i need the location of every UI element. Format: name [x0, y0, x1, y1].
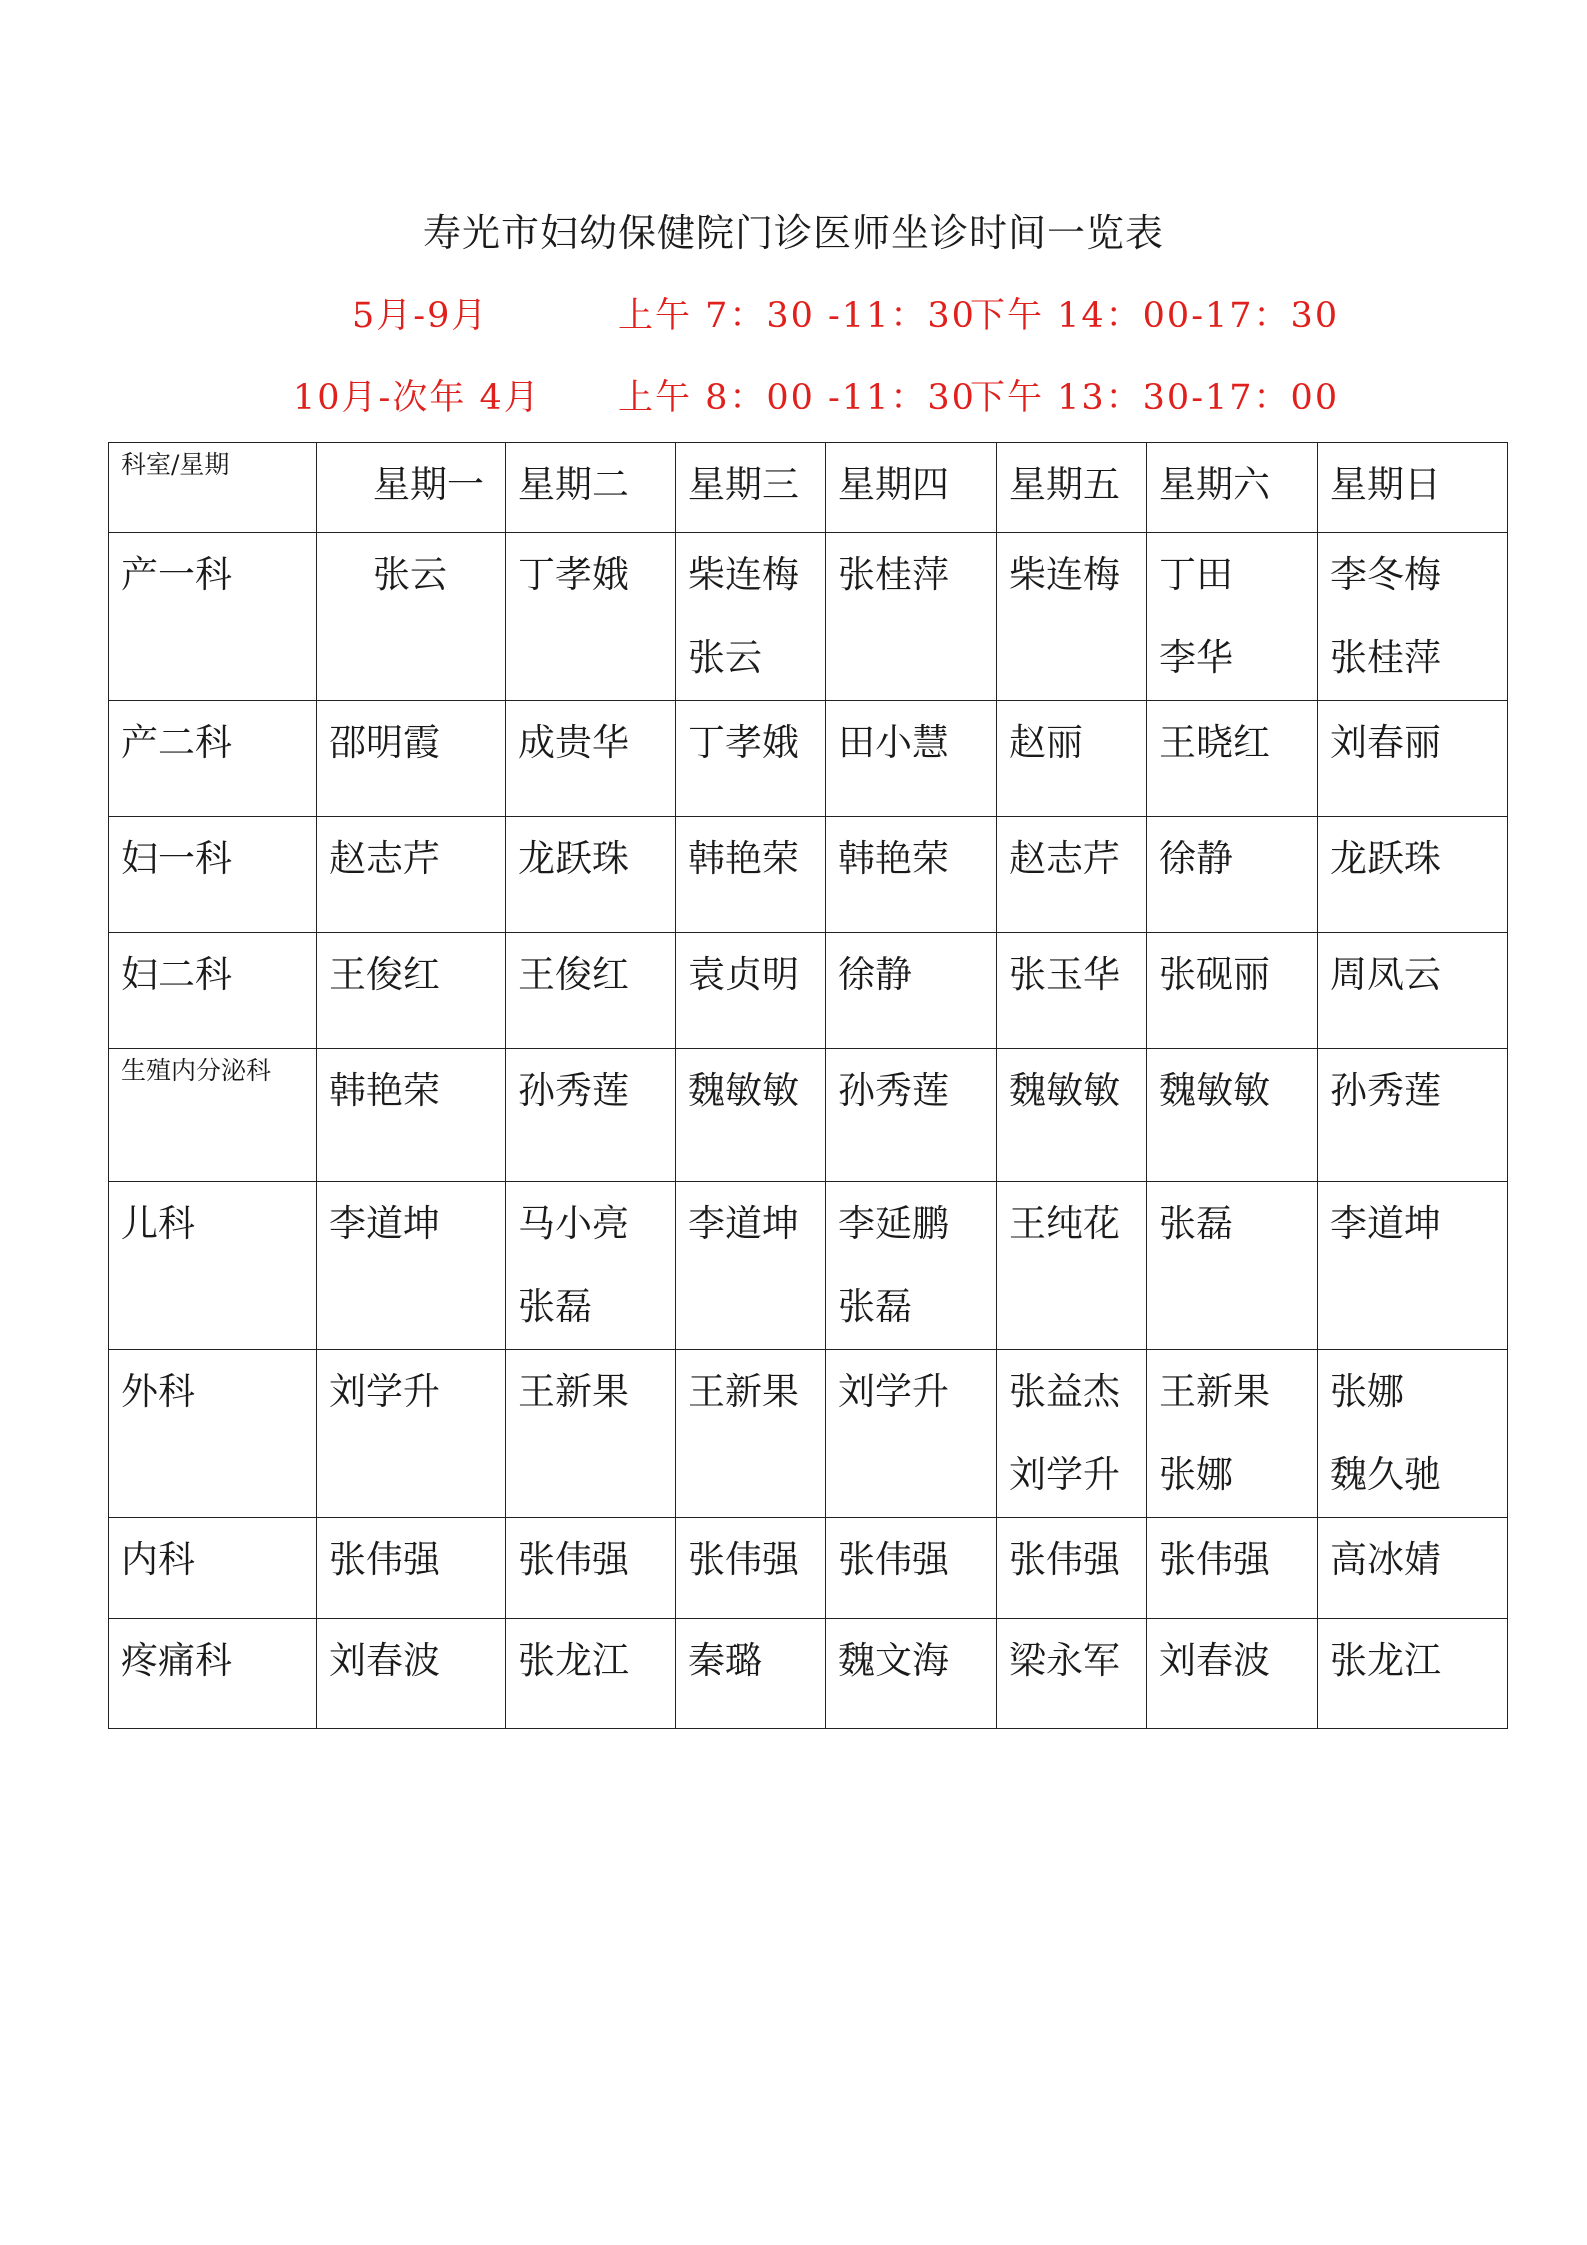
doctor-name: 李道坤 — [688, 1202, 799, 1245]
schedule-cell — [1147, 1182, 1318, 1350]
doctor-name: 徐静 — [1159, 837, 1233, 880]
table-row — [109, 1619, 1508, 1729]
doctor-name: 李冬梅 — [1330, 553, 1441, 596]
schedule-cell — [676, 1518, 826, 1619]
doctor-name: 刘学升 — [838, 1370, 949, 1413]
schedule-cell — [826, 1350, 997, 1518]
schedule-cell — [997, 1518, 1147, 1619]
doctor-name: 张娜 — [1330, 1370, 1404, 1413]
schedule-cell — [826, 1182, 997, 1350]
schedule-cell — [317, 1350, 506, 1518]
doctor-name: 张云 — [688, 636, 762, 679]
doctor-name: 张伟强 — [1009, 1538, 1120, 1581]
schedule-cell — [1318, 1619, 1508, 1729]
schedule-cell — [997, 1182, 1147, 1350]
schedule-cell — [676, 817, 826, 933]
doctor-name: 张娜 — [1159, 1453, 1233, 1496]
doctor-name: 魏敏敏 — [688, 1069, 799, 1112]
doctor-name: 韩艳荣 — [688, 837, 799, 880]
doctor-name: 魏敏敏 — [1009, 1069, 1120, 1112]
doctor-name: 赵志芹 — [329, 837, 440, 880]
doctor-name: 韩艳荣 — [838, 837, 949, 880]
schedule-cell — [676, 1350, 826, 1518]
schedule-cell — [1147, 1518, 1318, 1619]
doctor-name: 王新果 — [688, 1370, 799, 1413]
schedule-cell — [997, 1619, 1147, 1729]
doctor-name: 张龙江 — [518, 1639, 629, 1682]
hours-pm: 下午 13：30-17：00 — [970, 378, 1340, 418]
dept-name: 疼痛科 — [109, 1619, 317, 1729]
doctor-name: 柴连梅 — [688, 553, 799, 596]
doctor-name: 李道坤 — [1330, 1202, 1441, 1245]
schedule-cell — [506, 1619, 676, 1729]
doctor-name: 孙秀莲 — [838, 1069, 949, 1112]
doctor-name: 张磊 — [518, 1285, 592, 1328]
schedule-cell — [997, 817, 1147, 933]
schedule-cell — [1318, 933, 1508, 1049]
schedule-cell — [317, 1518, 506, 1619]
doctor-name: 张桂萍 — [838, 553, 949, 596]
doctor-name: 李道坤 — [329, 1202, 440, 1245]
table-row — [109, 1350, 1508, 1518]
schedule-cell — [676, 1619, 826, 1729]
schedule-cell — [317, 1049, 506, 1182]
dept-name: 外科 — [109, 1350, 317, 1518]
schedule-cell — [997, 701, 1147, 817]
schedule-cell — [997, 1049, 1147, 1182]
schedule-cell — [826, 1518, 997, 1619]
schedule-cell — [676, 1182, 826, 1350]
doctor-name: 张砚丽 — [1159, 953, 1270, 996]
doctor-name: 龙跃珠 — [518, 837, 629, 880]
schedule-cell — [826, 1619, 997, 1729]
doctor-name: 王新果 — [1159, 1370, 1270, 1413]
hours-am: 上午 7：30 -11：30 — [618, 296, 976, 336]
doctor-name: 丁田 — [1159, 553, 1233, 596]
day-header: 星期三 — [676, 443, 826, 533]
schedule-cell — [317, 1182, 506, 1350]
doctor-name: 王俊红 — [518, 953, 629, 996]
doctor-name: 徐静 — [838, 953, 912, 996]
schedule-cell — [826, 933, 997, 1049]
table-row — [109, 1518, 1508, 1619]
doctor-name: 张伟强 — [329, 1538, 440, 1581]
schedule-cell — [1318, 1518, 1508, 1619]
table-row — [109, 817, 1508, 933]
schedule-cell — [826, 1049, 997, 1182]
dept-name: 妇二科 — [109, 933, 317, 1049]
schedule-cell — [676, 533, 826, 701]
doctor-name: 赵丽 — [1009, 721, 1083, 764]
schedule-cell — [1147, 817, 1318, 933]
schedule-cell — [506, 933, 676, 1049]
day-header: 星期六 — [1147, 443, 1318, 533]
schedule-cell — [317, 701, 506, 817]
doctor-name: 柴连梅 — [1009, 553, 1120, 596]
schedule-cell — [1147, 1350, 1318, 1518]
doctor-name: 张磊 — [838, 1285, 912, 1328]
schedule-cell — [506, 533, 676, 701]
hours-am: 上午 8：00 -11：30 — [618, 378, 976, 418]
table-row — [109, 533, 1508, 701]
doctor-name: 魏敏敏 — [1159, 1069, 1270, 1112]
table-row — [109, 701, 1508, 817]
doctor-name: 丁孝娥 — [518, 553, 629, 596]
schedule-cell — [1318, 701, 1508, 817]
schedule-cell — [1147, 1619, 1318, 1729]
header-row — [109, 443, 1508, 533]
doctor-name: 张桂萍 — [1330, 636, 1441, 679]
schedule-cell — [1318, 1049, 1508, 1182]
doctor-name: 张磊 — [1159, 1202, 1233, 1245]
dept-name: 儿科 — [109, 1182, 317, 1350]
schedule-cell — [317, 1619, 506, 1729]
schedule-cell — [997, 1350, 1147, 1518]
schedule-cell — [676, 701, 826, 817]
doctor-name: 王晓红 — [1159, 721, 1270, 764]
schedule-cell — [506, 701, 676, 817]
table-row — [109, 1049, 1508, 1182]
hours-months: 5月-9月 — [352, 296, 489, 336]
dept-name: 生殖内分泌科 — [109, 1049, 317, 1182]
doctor-name: 韩艳荣 — [329, 1069, 440, 1112]
doctor-name: 张云 — [373, 553, 447, 596]
doctor-name: 张伟强 — [518, 1538, 629, 1581]
doctor-name: 魏久驰 — [1330, 1453, 1441, 1496]
table-row — [109, 1182, 1508, 1350]
doctor-name: 邵明霞 — [329, 721, 440, 764]
doctor-name: 李华 — [1159, 636, 1233, 679]
day-header: 星期四 — [826, 443, 997, 533]
doctor-name: 张龙江 — [1330, 1639, 1441, 1682]
doctor-name: 刘学升 — [329, 1370, 440, 1413]
doctor-name: 李延鹏 — [838, 1202, 949, 1245]
day-header: 星期一 — [317, 443, 506, 533]
schedule-cell — [506, 1049, 676, 1182]
doctor-name: 刘春丽 — [1330, 721, 1441, 764]
schedule-cell — [1318, 533, 1508, 701]
schedule-cell — [1147, 701, 1318, 817]
schedule-cell — [1318, 1350, 1508, 1518]
day-header: 星期五 — [997, 443, 1147, 533]
dept-name: 产二科 — [109, 701, 317, 817]
doctor-name: 梁永军 — [1009, 1639, 1120, 1682]
schedule-cell — [1318, 1182, 1508, 1350]
schedule-cell — [317, 933, 506, 1049]
doctor-name: 张伟强 — [838, 1538, 949, 1581]
doctor-name: 王新果 — [518, 1370, 629, 1413]
doctor-name: 袁贞明 — [688, 953, 799, 996]
doctor-name: 张伟强 — [1159, 1538, 1270, 1581]
doctor-name: 赵志芹 — [1009, 837, 1120, 880]
doctor-name: 张伟强 — [688, 1538, 799, 1581]
page-title: 寿光市妇幼保健院门诊医师坐诊时间一览表 — [422, 211, 1164, 255]
doctor-name: 田小慧 — [838, 721, 949, 764]
schedule-cell — [506, 817, 676, 933]
doctor-name: 王纯花 — [1009, 1202, 1120, 1245]
schedule-cell — [1318, 817, 1508, 933]
dept-name: 妇一科 — [109, 817, 317, 933]
doctor-name: 孙秀莲 — [1330, 1069, 1441, 1112]
schedule-cell — [506, 1350, 676, 1518]
doctor-name: 张玉华 — [1009, 953, 1120, 996]
doctor-name: 魏文海 — [838, 1639, 949, 1682]
doctor-name: 张益杰 — [1009, 1370, 1120, 1413]
doctor-name: 王俊红 — [329, 953, 440, 996]
doctor-name: 周凤云 — [1330, 953, 1441, 996]
day-header: 星期二 — [506, 443, 676, 533]
schedule-cell — [317, 533, 506, 701]
day-header: 星期日 — [1318, 443, 1508, 533]
doctor-name: 高冰婧 — [1330, 1538, 1441, 1581]
schedule-cell — [1147, 533, 1318, 701]
doctor-name: 成贵华 — [518, 721, 629, 764]
dept-name: 内科 — [109, 1518, 317, 1619]
doctor-name: 刘学升 — [1009, 1453, 1120, 1496]
schedule-cell — [826, 817, 997, 933]
schedule-table — [108, 442, 1508, 1729]
doctor-name: 龙跃珠 — [1330, 837, 1441, 880]
schedule-cell — [506, 1518, 676, 1619]
schedule-cell — [506, 1182, 676, 1350]
schedule-cell — [997, 533, 1147, 701]
schedule-cell — [676, 1049, 826, 1182]
hours-pm: 下午 14：00-17：30 — [970, 296, 1340, 336]
doctor-name: 孙秀莲 — [518, 1069, 629, 1112]
schedule-cell — [826, 701, 997, 817]
schedule-cell — [1147, 933, 1318, 1049]
dept-name: 产一科 — [109, 533, 317, 701]
doctor-name: 马小亮 — [518, 1202, 629, 1245]
schedule-cell — [317, 817, 506, 933]
schedule-cell — [826, 533, 997, 701]
table-row — [109, 933, 1508, 1049]
schedule-cell — [1147, 1049, 1318, 1182]
corner-cell: 科室/星期 — [109, 443, 317, 533]
hours-months: 10月-次年 4月 — [293, 378, 541, 418]
doctor-name: 丁孝娥 — [688, 721, 799, 764]
schedule-body — [109, 533, 1508, 1729]
doctor-name: 刘春波 — [329, 1639, 440, 1682]
doctor-name: 秦璐 — [688, 1639, 762, 1682]
doctor-name: 刘春波 — [1159, 1639, 1270, 1682]
schedule-cell — [676, 933, 826, 1049]
schedule-cell — [997, 933, 1147, 1049]
